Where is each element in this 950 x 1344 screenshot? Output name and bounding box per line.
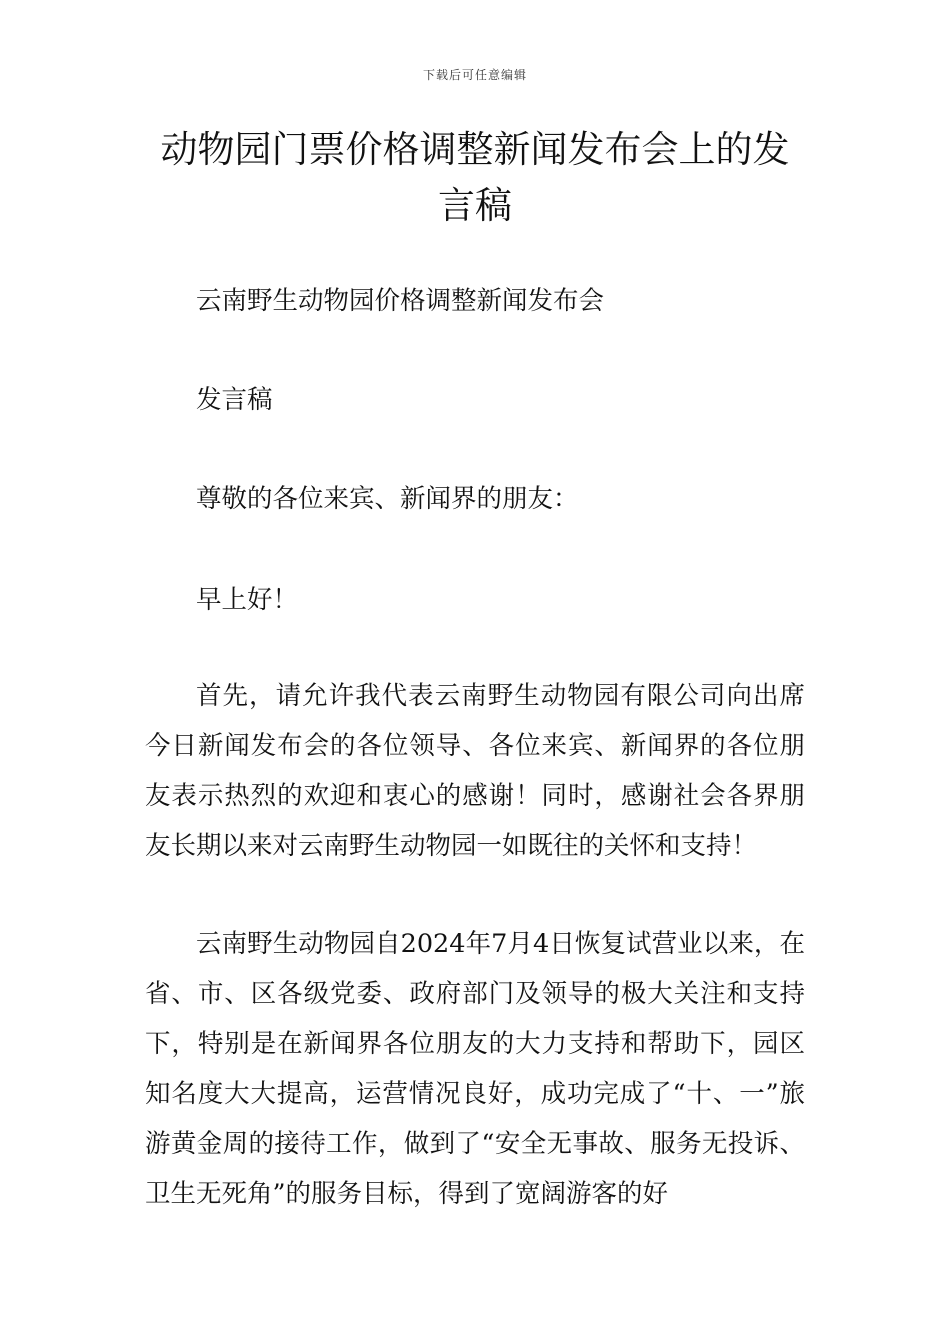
paragraph-salutation: 尊敬的各位来宾、新闻界的朋友：	[196, 484, 579, 514]
paragraph-speech-label: 发言稿	[196, 385, 273, 415]
paragraph-greeting: 早上好！	[196, 585, 299, 615]
document-title: 动物园门票价格调整新闻发布会上的发言稿	[160, 128, 790, 227]
paragraph-thanks: 首先，请允许我代表云南野生动物园有限公司向出席今日新闻发布会的各位领导、各位来宾、新闻界的各位朋友表示热烈的欢迎和衷心的感谢！同时，感谢社会各界朋友长期以来对云南野生动物园一如既往的关怀和支持！	[145, 681, 805, 861]
page-header: 下载后可任意编辑	[422, 68, 527, 82]
paragraph-subtitle: 云南野生动物园价格调整新闻发布会	[196, 286, 605, 316]
paragraph-operations: 云南野生动物园自2024年7月4日恢复试营业以来，在省、市、区各级党委、政府部门及领导的极大关注和支持下，特别是在新闻界各位朋友的大力支持和帮助下，园区知名度大大提高，运营情况良好，成功完成了“十、一”旅游黄金周的接待工作，做到了“安全无事故、服务无投诉、卫生无死角”的服务目标，得到了宽阔游客的好	[145, 929, 805, 1209]
